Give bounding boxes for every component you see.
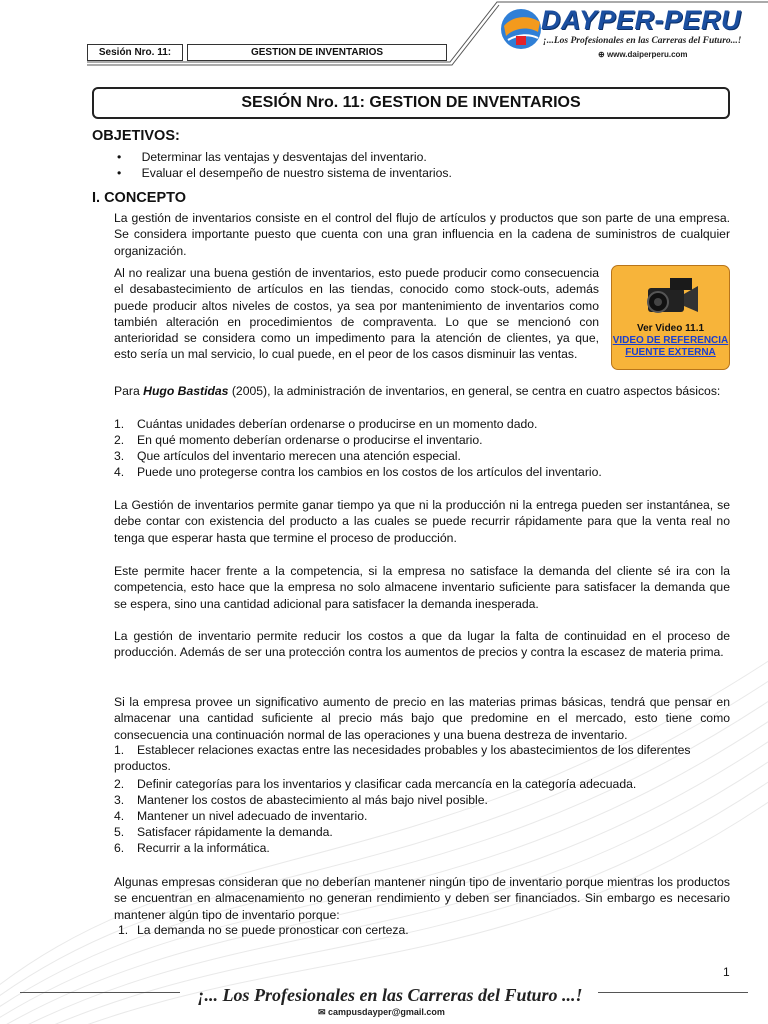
concept-paragraph-7: Si la empresa provee un significativo aumento de precio en las materias primas básicas, tendrá que pensar en almacenar una cantidad suficiente al precio más bajo que predomine en el mercado, esto tiene como consecuencia una continuación normal de las operaciones y una buena destreza de inventario. [114,695,730,742]
footer-email [318,1007,445,1018]
envelope-icon: ✉ [318,1007,329,1017]
objective-text: Evaluar el desempeño de nuestro sistema de inventarios. [141,166,452,180]
page-number: 1 [723,965,730,979]
list-item: 3. Que artículos del inventario merecen una atención especial. [114,449,461,463]
list-item-text: La demanda no se puede pronosticar con certeza. [137,923,409,937]
video-camera-icon [640,272,702,324]
objective-item: • Evaluar el desempeño de nuestro sistema de inventarios. [117,166,452,180]
list-item-text: Establecer relaciones exactas entre las necesidades probables y los abastecimientos de los diferentes productos. [114,743,691,774]
p3-suffix: (2005), la administración de inventarios, en general, se centra en cuatro aspectos básicos: [228,384,721,398]
globe-logo-icon [498,6,544,52]
brand-logo [448,0,768,72]
concept-paragraph-5: Este permite hacer frente a la competencia, si la empresa no satisface la demanda del cliente sé ira con la competencia, esto hace que la empresa no solo almacene inventario suficiente para satisfacer la demanda que se espera, sino una cantidad adicional para satisfacer la demanda inesperada. [114,564,730,611]
concept-paragraph-1: La gestión de inventarios consiste en el control del flujo de artículos y productos que son parte de una empresa. Se considera importante puesto que cuenta con una gran influencia en la cadena de suministros de cualquier organización. [114,211,730,258]
objectives-heading: OBJETIVOS: [92,128,180,144]
brand-website [598,50,688,59]
video-reference-box[interactable] [611,265,730,370]
list-item: 6. Recurrir a la informática. [114,841,270,855]
list-item: 2. Definir categorías para los inventarios y clasificar cada mercancía en la categoría adecuada. [114,777,637,791]
concept-heading: I. CONCEPTO [92,190,186,206]
brand-name: DAYPER-PERU [541,5,742,35]
header-topic-label: GESTION DE INVENTARIOS [187,44,447,61]
brand-tagline: ¡...Los Profesionales en las Carreras del Futuro...! [543,36,742,46]
concept-paragraph-8: Algunas empresas consideran que no deberían mantener ningún tipo de inventario porque mientras los productos se encuentran en almacenamiento no generan rendimiento y deben ser financiados. Sin embargo es necesario mantener algún tipo de inventario porque: [114,875,730,922]
video-title: Ver Video 11.1 [636,323,705,334]
list-item-text: Definir categorías para los inventarios y clasificar cada mercancía en la categoría adecuada. [137,777,637,791]
list-item-text: Mantener los costos de abastecimiento al más bajo nivel posible. [137,793,488,807]
list-item-text: Puede uno protegerse contra los cambios en los costos de los artículos del inventario. [137,465,602,479]
footer-slogan: ¡... Los Profesionales en las Carreras del Futuro ...! [197,985,583,1005]
list-item-text: Que artículos del inventario merecen una atención especial. [137,449,461,463]
list-item-text: Recurrir a la informática. [137,841,270,855]
author-name: Hugo Bastidas [143,384,229,398]
list-item-text: Satisfacer rápidamente la demanda. [137,825,333,839]
footer-divider-right [598,992,748,994]
list-item-text: Cuántas unidades deberían ordenarse o producirse en un momento dado. [137,417,538,431]
objective-text: Determinar las ventajas y desventajas del inventario. [141,150,427,164]
p3-prefix: Para [114,384,144,398]
web-globe-icon: ⊕ [598,50,607,59]
list-item-text: Mantener un nivel adecuado de inventario. [137,809,368,823]
header-session-label: Sesión Nro. 11: [87,44,183,61]
video-reference-link[interactable]: VIDEO DE REFERENCIA [612,335,729,346]
external-source-link[interactable]: FUENTE EXTERNA [625,347,716,358]
objective-item: • Determinar las ventajas y desventajas del inventario. [117,150,427,164]
concept-paragraph-6: La gestión de inventario permite reducir los costos a que da lugar la falta de continuidad en el proceso de producción. Además de ser una protección contra los aumentos de precios y contra la escasez de materia prima. [114,629,730,660]
website-text: www.daiperperu.com [606,50,688,59]
concept-paragraph-2: Al no realizar una buena gestión de inventarios, esto puede producir como consecuencia el desabastecimiento de artículos en las tiendas, conocido como stock-outs, además puede producir altos niveles de costos, ya sea por mantenimiento de inventarios como también alteración en procedimientos de compraventa. Lo que se mencionó con anterioridad se considera como un impedimento para la atención de clientes, ya que, esto sería un mal servicio, lo cual puede, en el peor de los casos disminuir las ventas. [114,266,599,362]
list-item: 2. En qué momento deberían ordenarse o producirse el inventario. [114,433,483,447]
list-item-text: En qué momento deberían ordenarse o producirse el inventario. [137,433,483,447]
list-item: 1. La demanda no se puede pronosticar con certeza. [118,923,409,937]
footer-divider-left [20,992,180,994]
concept-paragraph-3 [114,383,730,399]
concept-paragraph-4: La Gestión de inventarios permite ganar tiempo ya que ni la producción ni la entrega pueden ser instantánea, se debe contar con existencia del producto a las cuales se puede recurrir rápidamente para que la venta real no tenga que esperar hasta que termine el proceso de producción. [114,498,730,545]
list-item: 3. Mantener los costos de abastecimiento al más bajo nivel posible. [114,793,488,807]
page-title: SESIÓN Nro. 11: GESTION DE INVENTARIOS [92,87,730,119]
list-item: 5. Satisfacer rápidamente la demanda. [114,825,333,839]
list-item: 4. Puede uno protegerse contra los cambios en los costos de los artículos del inventario. [114,465,602,479]
list-item: 1. Cuántas unidades deberían ordenarse o producirse en un momento dado. [114,417,538,431]
list-item: 1. Establecer relaciones exactas entre las necesidades probables y los abastecimientos de los diferentes productos. [114,743,691,774]
email-text: campusdayper@gmail.com [328,1007,445,1017]
list-item: 4. Mantener un nivel adecuado de inventario. [114,809,368,823]
